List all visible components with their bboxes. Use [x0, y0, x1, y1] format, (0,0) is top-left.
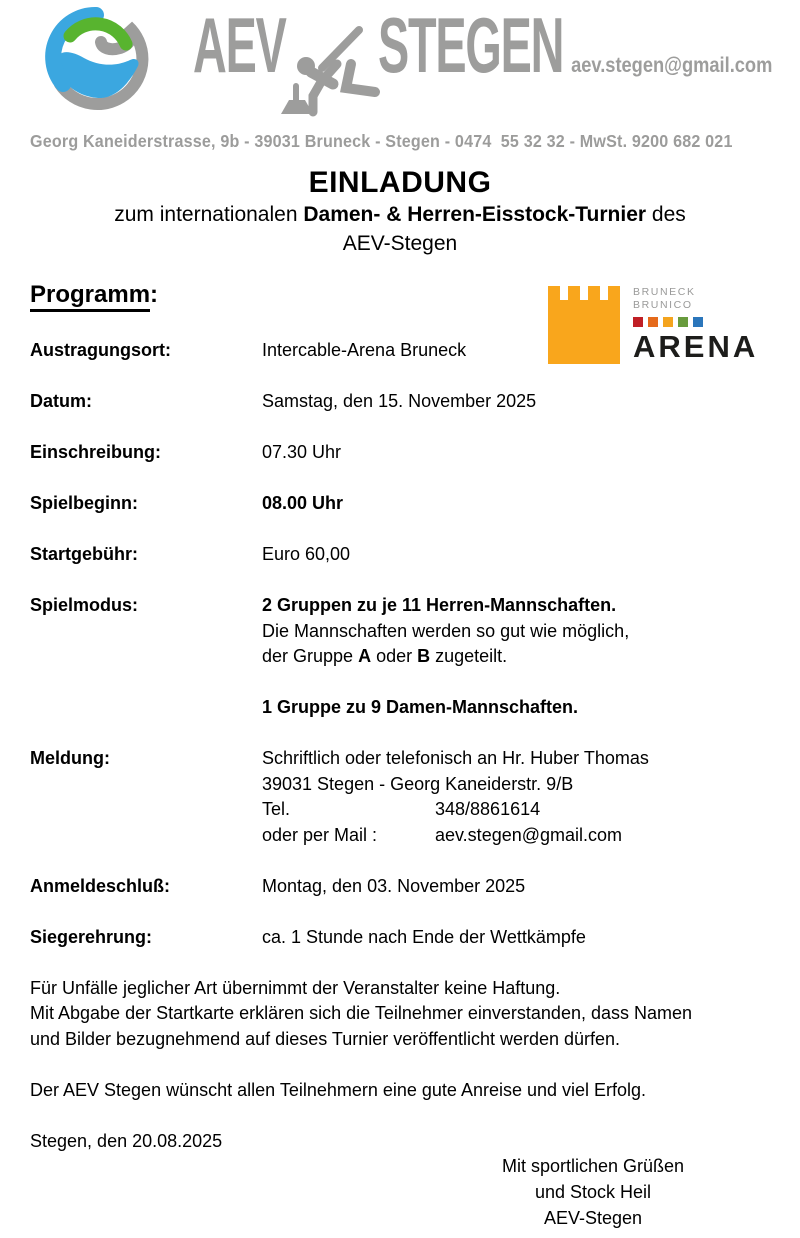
wish-line: Der AEV Stegen wünscht allen Teilnehmern eine gute Anreise und viel Erfolg.: [30, 1079, 647, 1100]
line3-seg: zugeteilt.: [430, 646, 508, 666]
subtitle-suffix: des: [646, 203, 686, 226]
player-leg-right: [346, 64, 375, 92]
line3-seg: der Gruppe: [262, 646, 359, 666]
program-row-siegerehrung: [30, 925, 770, 951]
arena-color-squares: [633, 317, 758, 327]
club-address-line: Georg Kaneiderstrasse, 9b - 39031 Bruneck - Stegen - 0474 55 32 32 - MwSt. 9200 682 021: [30, 131, 733, 151]
line3-seg: oder: [371, 646, 418, 666]
signature-line3: AEV-Stegen: [543, 1207, 643, 1228]
row-label: Anmeldeschluß:: [30, 875, 171, 896]
square-amber: [663, 317, 673, 327]
subtitle-prefix: zum internationalen: [114, 203, 304, 226]
row-label: Siegerehrung:: [30, 926, 153, 947]
spielmodus-line4: 1 Gruppe zu 9 Damen-Mannschaften.: [262, 697, 579, 717]
program-heading-text: Programm: [30, 282, 150, 312]
row-value: [262, 593, 770, 721]
signature-line2: und Stock Heil: [534, 1181, 652, 1202]
signature-line1: Mit sportlichen Grüßen: [501, 1156, 685, 1176]
row-value: Samstag, den 15. November 2025: [262, 391, 537, 411]
club-name-aev: AEV: [193, 1, 286, 89]
row-value: Intercable-Arena Bruneck: [262, 340, 467, 360]
invitation-subtitle: [0, 200, 800, 229]
liability-line3: und Bilder bezugnehmend auf dieses Turnier veröffentlicht werden dürfen.: [30, 1028, 621, 1049]
row-value: Euro 60,00: [262, 544, 351, 564]
row-label: Einschreibung:: [30, 442, 162, 462]
club-name-stegen: STEGEN: [378, 1, 564, 89]
row-label: Spielmodus:: [30, 595, 139, 615]
program-row-spielbeginn: [30, 491, 770, 517]
castle-shape: [548, 286, 620, 364]
place-date: Stegen, den 20.08.2025: [30, 1130, 223, 1151]
program-heading-colon: :: [150, 281, 159, 308]
program-row-meldung: [30, 746, 770, 848]
row-value: 07.30 Uhr: [262, 442, 342, 462]
club-email: aev.stegen@gmail.com: [570, 54, 772, 77]
program-row-spielmodus: [30, 593, 770, 721]
castle-icon: [548, 286, 620, 364]
club-swirl-logo-icon: [36, 4, 164, 116]
group-a: A: [358, 646, 372, 666]
row-label: Meldung:: [30, 748, 110, 768]
program-row-einschreibung: [30, 440, 770, 466]
arena-city-bruneck: BRUNECK: [633, 286, 696, 298]
row-value: ca. 1 Stunde nach Ende der Wettkämpfe: [262, 926, 586, 947]
tel-value: 348/8861614: [435, 799, 541, 819]
arena-logo-text: [633, 286, 758, 364]
arena-city-brunico: BRUNICO: [633, 298, 693, 311]
square-green: [678, 317, 688, 327]
invitation-subtitle-line2: AEV-Stegen: [342, 232, 458, 255]
spacer: [262, 670, 770, 696]
subtitle-tournament-name: Damen- & Herren-Eisstock-Turnier: [303, 203, 647, 226]
program-rows: [30, 338, 770, 950]
mail-label: oder per Mail :: [262, 824, 378, 845]
invitation-title: EINLADUNG: [308, 166, 492, 199]
meldung-line2: 39031 Stegen - Georg Kaneiderstr. 9/B: [262, 773, 574, 794]
row-value: [262, 746, 770, 848]
spielmodus-line1: 2 Gruppen zu je 11 Herren-Mannschaften.: [262, 595, 617, 615]
meldung-tel-line: [262, 797, 770, 823]
tel-label: Tel.: [262, 799, 291, 819]
program-row-startgebuehr: [30, 542, 770, 568]
letterhead: [0, 0, 800, 128]
meldung-line1: Schriftlich oder telefonisch an Hr. Huber Thomas: [262, 748, 649, 768]
square-red: [633, 317, 643, 327]
square-blue: [693, 317, 703, 327]
liability-line2: Mit Abgabe der Startkarte erklären sich die Teilnehmer einverstanden, dass Namen: [30, 1003, 693, 1023]
row-value: Montag, den 03. November 2025: [262, 875, 526, 896]
eisstock-base: [281, 100, 313, 114]
eisstock-player-icon: [275, 8, 385, 123]
arena-name: ARENA: [633, 329, 759, 364]
row-label: Startgebühr:: [30, 544, 138, 564]
row-label: Datum:: [30, 391, 92, 411]
liability-notes: [30, 976, 770, 1104]
title-block: [0, 166, 800, 258]
row-label: Austragungsort:: [30, 340, 171, 360]
square-orange: [648, 317, 658, 327]
liability-line1: Für Unfälle jeglicher Art übernimmt der Veranstalter keine Haftung.: [30, 977, 561, 998]
spielmodus-line2: Die Mannschaften werden so gut wie möglich,: [262, 620, 630, 641]
arena-logo: [548, 286, 758, 364]
row-label: Spielbeginn:: [30, 493, 138, 513]
row-value: 08.00 Uhr: [262, 493, 344, 513]
group-b: B: [417, 646, 431, 666]
signature-block: [478, 1154, 708, 1231]
mail-value: aev.stegen@gmail.com: [435, 824, 623, 845]
meldung-mail-line: [262, 823, 770, 849]
spielmodus-line3: [262, 644, 770, 670]
program-row-datum: [30, 389, 770, 415]
player-head: [297, 57, 315, 75]
program-row-anmeldeschluss: [30, 874, 770, 900]
